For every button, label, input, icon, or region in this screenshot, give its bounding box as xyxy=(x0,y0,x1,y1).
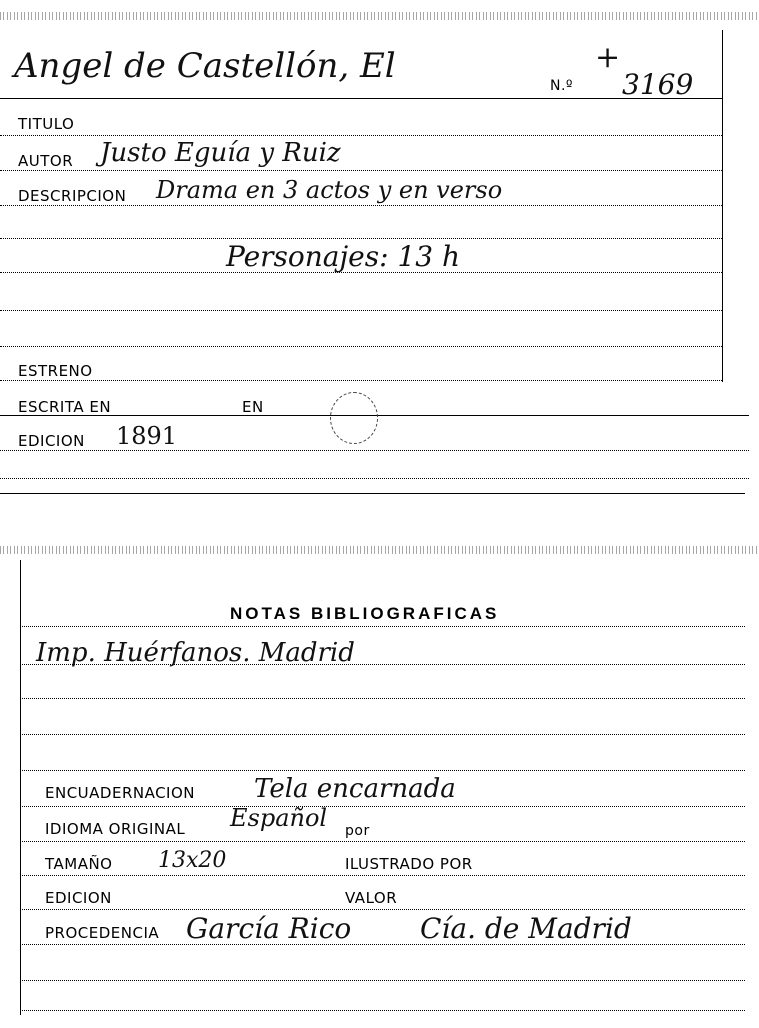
rule xyxy=(20,734,745,735)
rule xyxy=(20,944,745,945)
card-bottom-edge xyxy=(0,493,745,494)
rule xyxy=(0,310,722,311)
idioma-label: IDIOMA ORIGINAL xyxy=(45,820,186,838)
rule xyxy=(20,875,745,876)
card-title: Angel de Castellón, El xyxy=(14,46,396,86)
card-left-border xyxy=(20,560,21,1015)
rule xyxy=(0,170,722,171)
stamp-mark xyxy=(330,392,378,444)
rule xyxy=(20,770,745,771)
rule xyxy=(0,380,722,381)
catalog-number: 3169 xyxy=(622,68,694,101)
procedencia-value-2: Cía. de Madrid xyxy=(420,912,632,945)
edicion-bottom-label: EDICION xyxy=(45,889,112,907)
en-label: EN xyxy=(242,398,264,416)
rule xyxy=(0,346,722,347)
valor-label: VALOR xyxy=(345,889,398,907)
catalog-card-bottom xyxy=(0,540,759,1028)
edicion-value: 1891 xyxy=(116,422,178,450)
rule xyxy=(0,478,749,479)
idioma-value: Español xyxy=(230,804,328,832)
escrita-en-label: ESCRITA EN xyxy=(18,398,112,416)
autor-label: AUTOR xyxy=(18,152,74,170)
encuadernacion-label: ENCUADERNACION xyxy=(45,784,196,802)
ilustrado-label: ILUSTRADO POR xyxy=(345,855,473,873)
rule xyxy=(20,698,745,699)
rule xyxy=(0,135,722,136)
card-bottom-top-edge xyxy=(0,546,759,554)
notas-heading: NOTAS BIBLIOGRAFICAS xyxy=(230,604,500,623)
rule xyxy=(0,272,722,273)
notas-value: Imp. Huérfanos. Madrid xyxy=(36,638,355,668)
title-rule xyxy=(0,98,722,99)
rule xyxy=(20,841,745,842)
rule xyxy=(20,626,745,627)
edicion-label: EDICION xyxy=(18,432,85,450)
rule xyxy=(0,205,722,206)
number-label: N.º xyxy=(550,78,574,94)
encuadernacion-value: Tela encarnada xyxy=(254,774,456,804)
rule xyxy=(0,450,749,451)
catalog-card-top xyxy=(0,0,759,495)
personajes-value: Personajes: 13 h xyxy=(226,240,461,273)
descripcion-value: Drama en 3 actos y en verso xyxy=(156,176,503,204)
descripcion-label: DESCRIPCION xyxy=(18,187,127,205)
titulo-label: TITULO xyxy=(18,115,75,133)
estreno-label: ESTRENO xyxy=(18,362,93,380)
card-top-edge xyxy=(0,12,759,20)
rule xyxy=(20,909,745,910)
rule xyxy=(20,664,745,665)
autor-value: Justo Eguía y Ruiz xyxy=(100,138,341,168)
rule xyxy=(20,806,745,807)
card-right-border xyxy=(722,30,723,382)
rule xyxy=(20,980,745,981)
por-label: por xyxy=(345,823,370,839)
procedencia-value: García Rico xyxy=(186,912,352,945)
tamano-value: 13x20 xyxy=(158,848,227,873)
card-bottom-rule xyxy=(20,1010,745,1011)
tamano-label: TAMAÑO xyxy=(45,855,113,873)
number-mark: + xyxy=(595,40,621,75)
rule xyxy=(0,238,722,239)
procedencia-label: PROCEDENCIA xyxy=(45,924,160,942)
